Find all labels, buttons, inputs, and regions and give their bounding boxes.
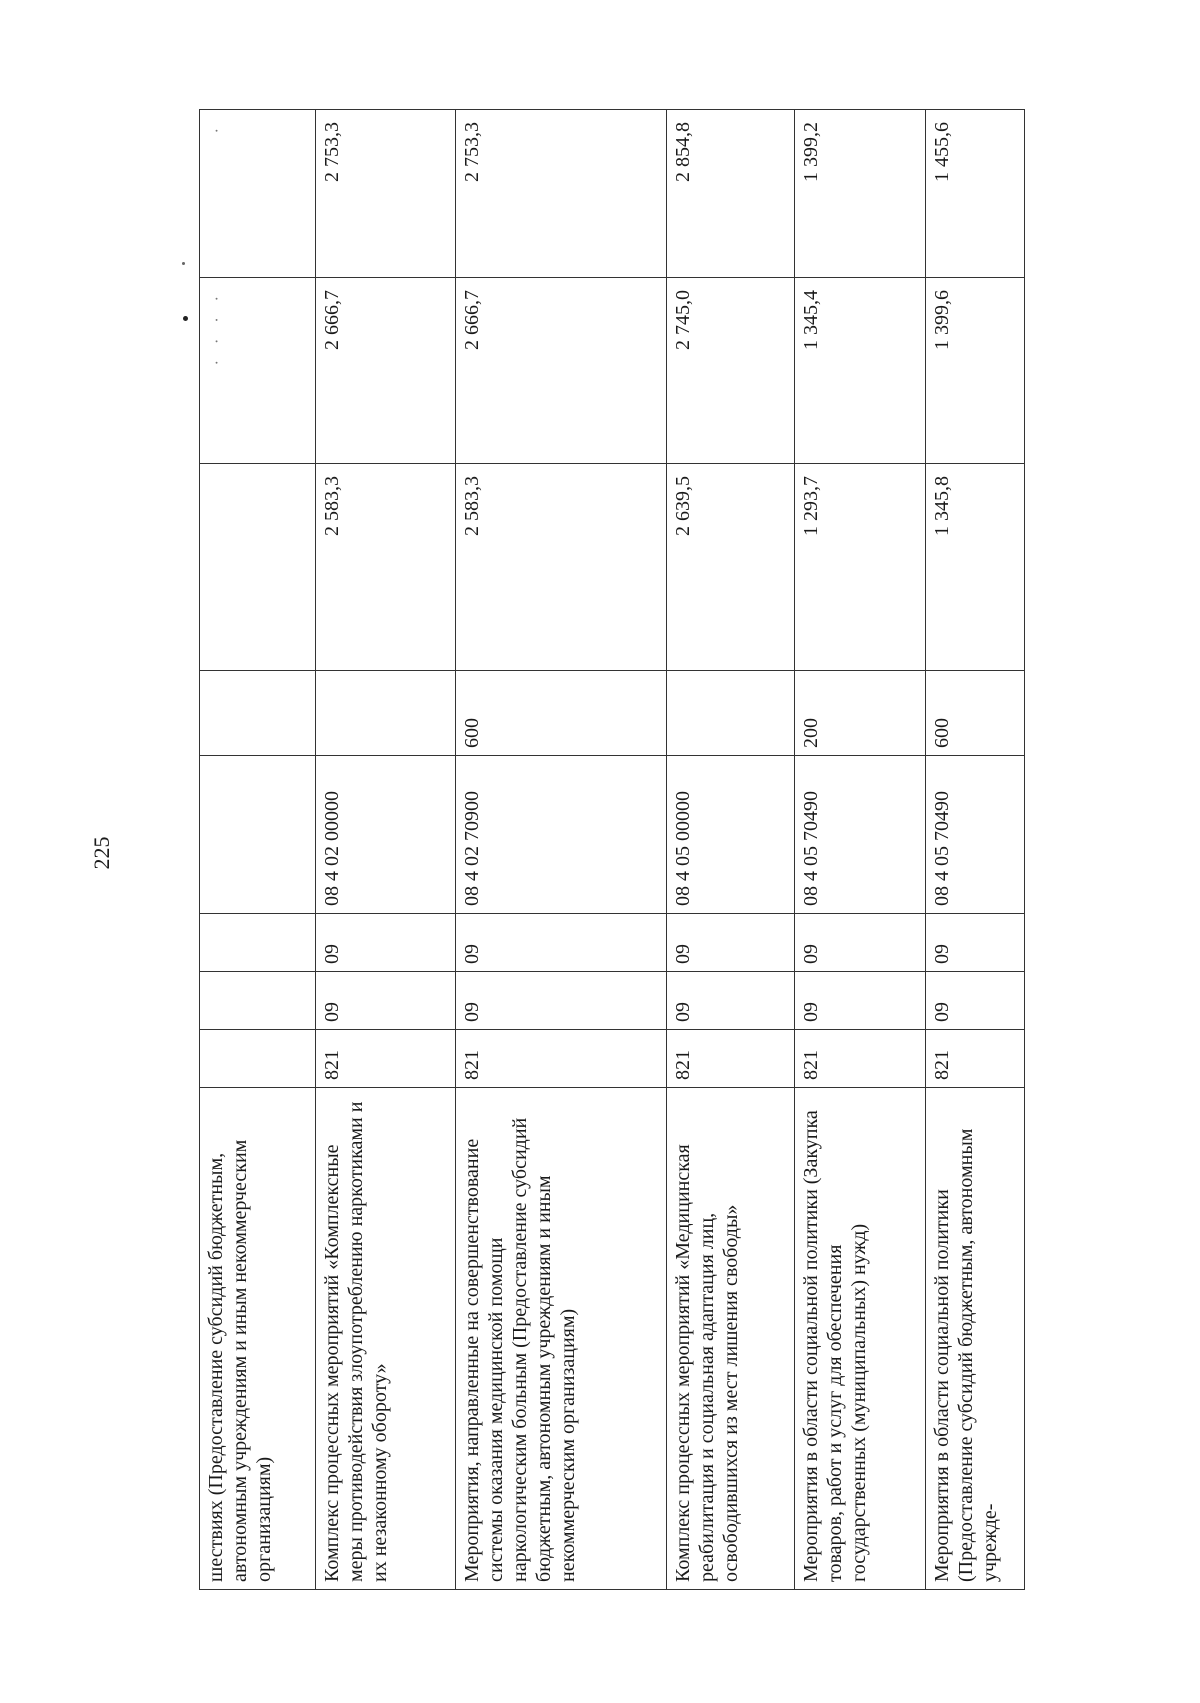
scan-speck: [183, 316, 188, 321]
row-rz: 09: [667, 972, 795, 1030]
row-year1: 1 345,8: [926, 464, 1025, 671]
table-row: [795, 110, 926, 1590]
row-vr: 600: [926, 671, 1025, 756]
row-csr: 08 4 02 70900: [456, 756, 667, 914]
row-year1: [200, 464, 316, 671]
table-row: [667, 110, 795, 1590]
row-year1: 2 583,3: [456, 464, 667, 671]
scan-noise: ·: [209, 122, 226, 134]
row-rz: 09: [926, 972, 1025, 1030]
row-vr: [667, 671, 795, 756]
row-pr: 09: [795, 914, 926, 972]
table-row: [926, 110, 1025, 1590]
row-year2: 2 745,0: [667, 278, 795, 464]
row-rz: 09: [456, 972, 667, 1030]
row-name: Комплекс процессных мероприятий «Медицинская реабилитация и социальная адаптация лиц, освободившихся из мест лишения свободы»: [667, 1088, 795, 1590]
row-year2: 1 345,4: [795, 278, 926, 464]
budget-table: [199, 109, 1025, 1590]
row-ved: [200, 1030, 316, 1088]
row-year3: 2 753,3: [316, 110, 456, 278]
table-row: [316, 110, 456, 1590]
row-csr: 08 4 05 70490: [795, 756, 926, 914]
row-ved: 821: [926, 1030, 1025, 1088]
row-year1: 2 583,3: [316, 464, 456, 671]
row-year3: 1 455,6: [926, 110, 1025, 278]
row-pr: 09: [926, 914, 1025, 972]
row-vr: 200: [795, 671, 926, 756]
row-pr: 09: [316, 914, 456, 972]
row-name: Комплекс процессных мероприятий «Комплексные меры противодействия злоупотреблению наркотиками и их незаконному обороту»: [316, 1088, 456, 1590]
row-year2: 1 399,6: [926, 278, 1025, 464]
row-rz: 09: [316, 972, 456, 1030]
row-vr: [200, 671, 316, 756]
table-row: [200, 110, 316, 1590]
row-csr: 08 4 05 00000: [667, 756, 795, 914]
row-pr: [200, 914, 316, 972]
row-year1: 1 293,7: [795, 464, 926, 671]
scan-speck: [182, 262, 185, 265]
row-vr: 600: [456, 671, 667, 756]
row-ved: 821: [316, 1030, 456, 1088]
row-year2: [200, 278, 316, 464]
table-row: [456, 110, 667, 1590]
row-year3: 2 753,3: [456, 110, 667, 278]
row-year3: 1 399,2: [795, 110, 926, 278]
row-year1: 2 639,5: [667, 464, 795, 671]
row-name: Мероприятия, направленные на совершенствование системы оказания медицинской помощи наркологическим больным (Предоставление субсидий бюджетным, автономным учреждениям и иным некоммерческим организациям): [456, 1088, 667, 1590]
row-year2: 2 666,7: [456, 278, 667, 464]
row-name: Мероприятия в области социальной политики (Закупка товаров, работ и услуг для обеспечения государственных (муниципальных) нужд): [795, 1088, 926, 1590]
row-ved: 821: [667, 1030, 795, 1088]
scan-noise: · · · ·: [209, 290, 226, 366]
row-ved: 821: [456, 1030, 667, 1088]
row-rz: [200, 972, 316, 1030]
row-rz: 09: [795, 972, 926, 1030]
row-name: Мероприятия в области социальной политики (Предоставление субсидий бюджетным, автономным учрежде-: [926, 1088, 1025, 1590]
row-pr: 09: [456, 914, 667, 972]
row-pr: 09: [667, 914, 795, 972]
row-csr: [200, 756, 316, 914]
row-year2: 2 666,7: [316, 278, 456, 464]
page-number: 225: [89, 836, 114, 870]
row-year3: 2 854,8: [667, 110, 795, 278]
row-csr: 08 4 05 70490: [926, 756, 1025, 914]
row-year3: [200, 110, 316, 278]
row-ved: 821: [795, 1030, 926, 1088]
row-vr: [316, 671, 456, 756]
row-name: шествиях (Предоставление субсидий бюджетным, автономным учреждениям и иным некоммерческим организациям): [200, 1088, 316, 1590]
row-csr: 08 4 02 00000: [316, 756, 456, 914]
